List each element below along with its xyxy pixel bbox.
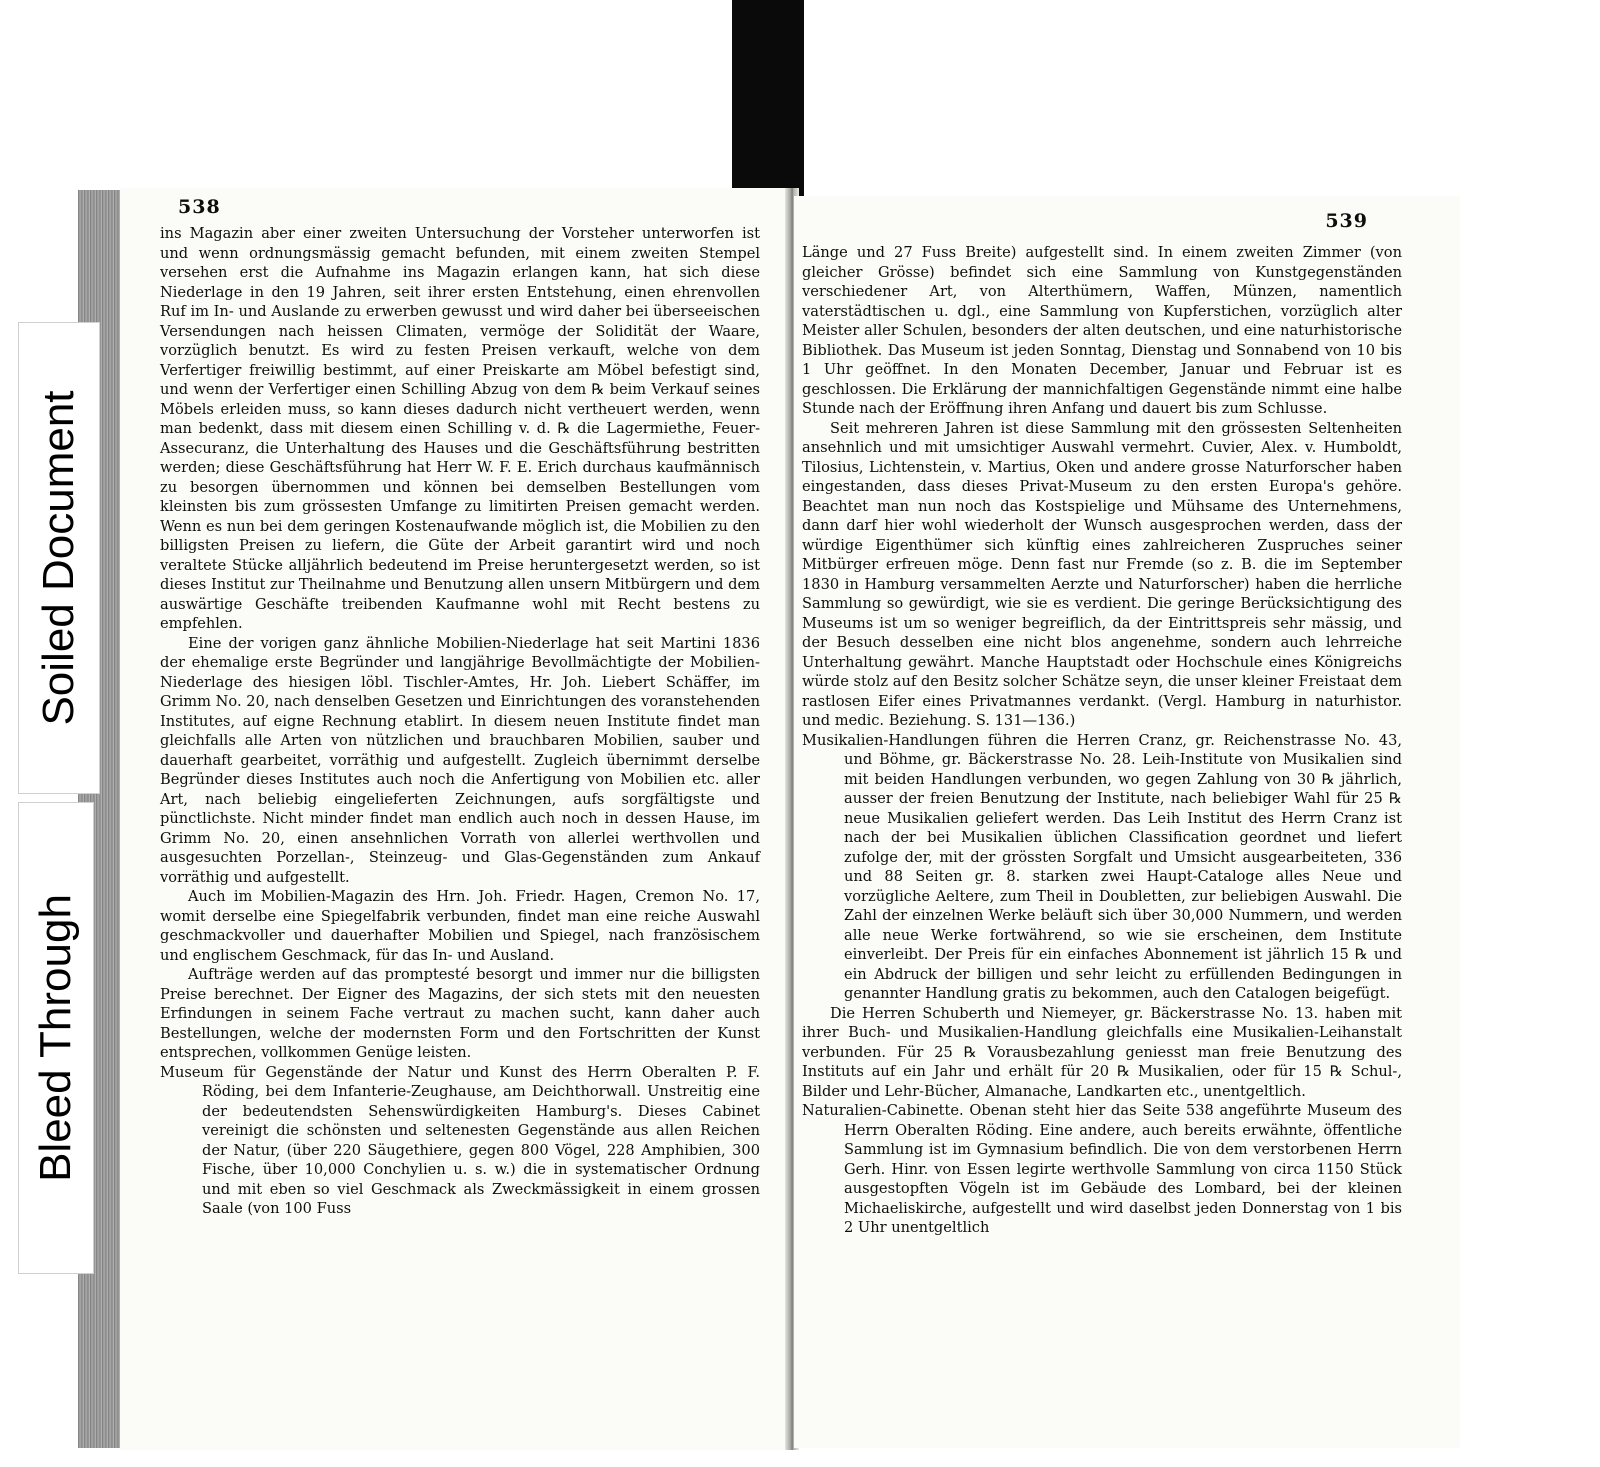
left-page — [120, 188, 794, 1450]
paragraph: Auch im Mobilien-Magazin des Hrn. Joh. Friedr. Hagen, Cremon No. 17, womit derselbe eine Spiegelfabrik verbunden, findet man eine reiche Auswahl geschmackvoller und dauerhafter Mobilien und Spiegel, nach französischem und englischem Geschmack, für das In- und Ausland. — [160, 888, 760, 964]
paragraph: ins Magazin aber einer zweiten Untersuchung der Vorsteher unterworfen ist und wenn ordnungsmässig gemacht befunden, mit einem zweiten Stempel versehen erst die Aufnahme ins Magazin erlangen kann, hat sich diese Niederlage in den 19 Jahren, seit ihrer ersten Entstehung, einen ehrenvollen Ruf im In- und Auslande zu erwerben gewusst und wird daher bei überseeischen Versendungen nach heissen Climaten, vermöge der Solidität der Waare, vorzüglich benutzt. Es wird zu festen Preisen verkauft, welche von dem Verfertiger freiwillig bestimmt, auf einer Preiskarte am Möbel befestigt sind, und wenn der Verfertiger einen Schilling Abzug von dem ℞ beim Verkauf seines Möbels erleiden muss, so kann dieses dadurch nicht vertheuert werden, wenn man bedenkt, dass mit diesem einen Schilling v. d. ℞ die Lagermiethe, Feuer-Assecuranz, die Unterhaltung des Hauses und die Geschäftsführung bestritten werden; diese Geschäftsführung hat Herr W. F. E. Erich durchaus kaufmännisch zu besorgen übernommen und können bei demselben Bestellungen vom kleinsten bis zum grössesten Umfange zu limitirten Preisen gemacht werden. Wenn es nun bei dem geringen Kostenaufwande möglich ist, die Mobilien zu den billigsten Preisen zu liefern, die Güte der Arbeit garantirt wird und noch veraltete Stücke alljährlich bedeutend im Preise heruntergesetzt werden, so ist dieses Institut zur Theilnahme und Benutzung allen unsern Mitbürgern und dem auswärtige Geschäfte treibenden Kaufmanne wohl mit Recht bestens zu empfehlen. — [160, 225, 760, 632]
paragraph: Museum für Gegenstände der Natur und Kunst des Herrn Oberalten P. F. Röding, bei dem Infanterie-Zeughause, am Deichthorwall. Unstreitig eine der bedeutendsten Sehenswürdigkeiten Hamburg's. Dieses Cabinet vereinigt die schönsten und seltenesten Gegenstände aus allen Reichen der Natur, (über 220 Säugethiere, gegen 800 Vögel, 228 Amphibien, 300 Fische, über 10,000 Conchylien u. s. w.) die in systematischer Ordnung und mit eben so viel Geschmack als Zweckmässigkeit in einem grossen Saale (von 100 Fuss — [160, 1063, 760, 1217]
paragraph: Die Herren Schuberth und Niemeyer, gr. Bäckerstrasse No. 13. haben mit ihrer Buch- und Musikalien-Handlung gleichfalls eine Musikalien-Leihanstalt verbunden. Für 25 ℞ Vorausbezahlung geniesst man freie Benutzung des Instituts auf ein Jahr und erhält für 20 ℞ Musikalien, oder für 15 ℞ Schul-, Bilder und Lehr-Bücher, Almanache, Landkarten etc., unentgeltlich. — [802, 1004, 1402, 1100]
right-page — [794, 196, 1460, 1448]
paragraph: Eine der vorigen ganz ähnliche Mobilien-Niederlage hat seit Martini 1836 der ehemalige erste Begründer und langjährige Bevollmächtigte der Mobilien-Niederlage des hiesigen löbl. Tischler-Amtes, Hr. Joh. Liebert Schäffer, im Grimm No. 20, nach denselben Gesetzen und Einrichtungen des voranstehenden Institutes, auf eigne Rechnung etablirt. In diesem neuen Institute findet man gleichfalls alle Arten von nützlichen und brauchbaren Mobilien, sauber und dauerhaft gearbeitet, vorräthig und aufgestellt. Zugleich übernimmt derselbe Begründer dieses Institutes auch noch die Anfertigung von Mobilien etc. aller Art, nach beliebig eingelieferten Zeichnungen, aufs sorgfältigste und pünctlichste. Nicht minder findet man endlich auch noch in dessen Hause, im Grimm No. 20, einen ansehnlichen Vorrath von allerlei werthvollen und ausgesuchten Porzellan-, Steinzeug- und Glas-Gegenständen zum Ankauf vorräthig und aufgestellt. — [160, 634, 760, 886]
paragraph: Aufträge werden auf das promptesté besorgt und immer nur die billigsten Preise berechnet. Der Eigner des Magazins, der sich stets mit den neuesten Erfindungen in seinem Fache vertraut zu machen sucht, kann daher auch Bestellungen, welche der modernsten Form und den Fortschritten der Kunst entsprechen, vollkommen Genüge leisten. — [160, 966, 760, 1061]
paragraph: Länge und 27 Fuss Breite) aufgestellt sind. In einem zweiten Zimmer (von gleicher Grösse) befindet sich eine Sammlung von Kunstgegenständen verschiedener Art, von Alterthümern, Waffen, Münzen, namentlich vaterstädtischen u. dgl., eine Sammlung von Kupferstichen, vorzüglich alter Meister aller Schulen, besonders der alten deutschen, und eine naturhistorische Bibliothek. Das Museum ist jeden Sonntag, Dienstag und Sonnabend von 10 bis 1 Uhr geöffnet. In den Monaten December, Januar und Februar ist es geschlossen. Die Erklärung der mannichfaltigen Gegenstände nimmt eine halbe Stunde nach der Eröffnung ihren Anfang und dauert bis zum Schlusse. — [802, 244, 1402, 417]
page-number-left: 538 — [178, 196, 221, 218]
paragraph: Naturalien-Cabinette. Obenan steht hier das Seite 538 angeführte Museum des Herrn Oberalten Röding. Eine andere, auch bereits erwähnte, öffentliche Sammlung ist im Gymnasium befindlich. Die von dem verstorbenen Herrn Gerh. Hinr. von Essen legirte werthvolle Sammlung von circa 1150 Stück ausgestopften Vögeln ist im Gebäude des Lombard, bei der kleinen Michaeliskirche, aufgestellt und wird daselbst jeden Donnerstag von 1 bis 2 Uhr unentgeltlich — [802, 1102, 1402, 1236]
left-page-text — [160, 224, 760, 1219]
paragraph: Seit mehreren Jahren ist diese Sammlung mit den grössesten Seltenheiten ansehnlich und mit umsichtiger Auswahl vermehrt. Cuvier, Alex. v. Humboldt, Tilosius, Lichtenstein, v. Martius, Oken und andere grosse Naturforscher haben eingestanden, dass dieses Privat-Museum zu den ersten Europa's gehöre. Beachtet man nun noch das Kostspielige und Mühsame des Unternehmens, dann darf hier wohl wiederholt der Wunsch ausgesprochen werden, dass der würdige Eigenthümer sich künftig eines zahlreicheren Zuspruches seiner Mitbürger erfreuen möge. Denn fast nur Fremde (so z. B. die im September 1830 in Hamburg versammelten Aerzte und Naturforscher) haben die herrliche Sammlung so gewürdigt, wie sie es verdient. Die geringe Berücksichtigung des Museums ist um so weniger begreiflich, da der Eintrittspreis sehr mässig, und der Besuch desselben eine nicht blos angenehme, sondern auch lehrreiche Unterhaltung gewährt. Manche Hauptstadt oder Hochschule eines Königreichs würde stolz auf den Besitz solcher Schätze seyn, die unser kleiner Freistaat dem rastlosen Eifer eines Privatmannes verdankt. (Vergl. Hamburg in naturhistor. und medic. Beziehung. S. 131—136.) — [802, 419, 1402, 729]
paragraph: Musikalien-Handlungen führen die Herren Cranz, gr. Reichenstrasse No. 43, und Böhme, gr. Bäckerstrasse No. 28. Leih-Institute von Musikalien sind mit beiden Handlungen verbunden, wo gegen Zahlung von 30 ℞ jährlich, ausser der freien Benutzung der Institute, nach beliebiger Wahl für 25 ℞ neue Musikalien geliefert werden. Das Leih Institut des Herrn Cranz ist nach der bei Musikalien üblichen Classification geordnet und liefert zufolge der, mit der grössten Sorgfalt und Umsicht ausgearbeiteten, 336 und 88 Seiten gr. 8. starken zwei Haupt-Cataloge alles Neue und vorzügliche Aeltere, zum Theil in Doubletten, zur beliebigen Auswahl. Die Zahl der einzelnen Werke beläuft sich über 30,000 Nummern, und werden alle neue Werke fortwährend, so wie sie erscheinen, dem Institute einverleibt. Der Preis für ein einfaches Abonnement ist jährlich 15 ℞ und ein Abdruck der billigen und sehr leicht zu erfüllenden Bedingungen in genannter Handlung gratis zu bekommen, auch den Catalogen beigefügt. — [802, 731, 1402, 1002]
bleed-through-label — [18, 802, 94, 1274]
soiled-document-label-text: Soiled Document — [34, 390, 83, 726]
right-page-text — [802, 243, 1402, 1238]
soiled-document-label — [18, 322, 100, 794]
page-number-right: 539 — [1325, 210, 1368, 232]
bleed-through-label-text: Bleed Through — [31, 894, 80, 1182]
